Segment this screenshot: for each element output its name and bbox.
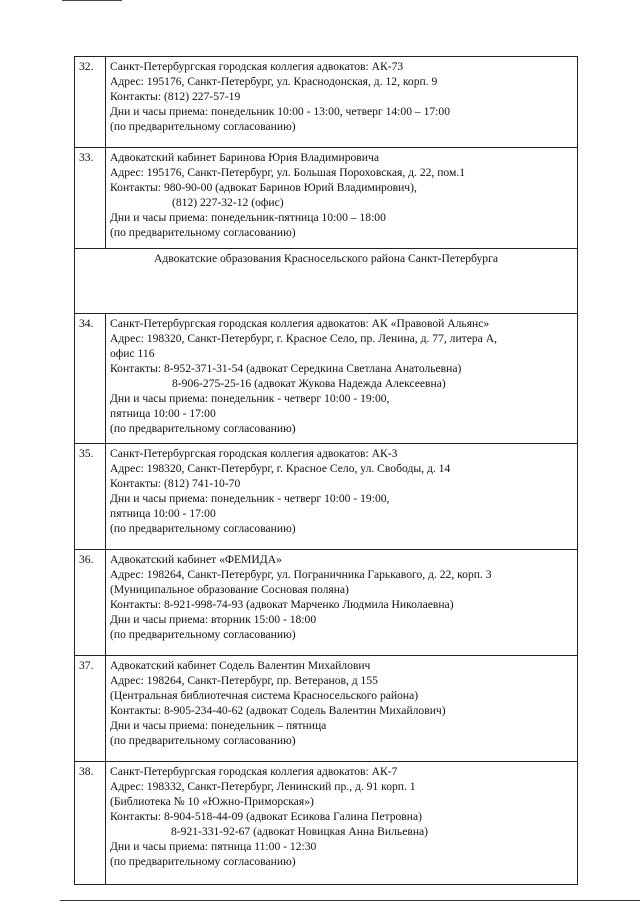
entry-line: Контакты: (812) 741-10-70 <box>110 477 241 490</box>
entry-line: (по предварительному согласованию) <box>110 522 296 535</box>
entry-line: Адрес: 198332, Санкт-Петербург, Ленинский пр., д. 91 корп. 1 <box>110 780 416 793</box>
table-row <box>75 550 578 656</box>
entry-details <box>106 314 578 444</box>
table-row <box>75 444 578 550</box>
entry-number: 34. <box>75 314 106 444</box>
entry-details <box>106 57 578 148</box>
section-title: Адвокатские образования Красносельского района Санкт-Петербурга <box>75 249 578 314</box>
entry-line: Адрес: 198320, Санкт-Петербург, г. Красное Село, пр. Ленина, д. 77, литера А, <box>110 332 497 345</box>
entry-line: Дни и часы приема: вторник 15:00 - 18:00 <box>110 613 317 626</box>
entry-number: 37. <box>75 656 106 762</box>
entry-line: (по предварительному согласованию) <box>110 422 296 435</box>
entry-line: Дни и часы приема: понедельник 10:00 - 13:00, четверг 14:00 – 17:00 <box>110 105 450 118</box>
entry-line: Контакты: 8-952-371-31-54 (адвокат Середкина Светлана Анатольевна) <box>110 362 462 375</box>
entry-line: Санкт-Петербургская городская коллегия адвокатов: АК «Правовой Альянс» <box>110 317 490 330</box>
entry-line: (по предварительному согласованию) <box>110 226 296 239</box>
section-header-row <box>75 249 578 314</box>
entry-line: Адрес: 195176, Санкт-Петербург, ул. Краснодонская, д. 12, корп. 9 <box>110 75 438 88</box>
entry-line: Санкт-Петербургская городская коллегия адвокатов: АК-3 <box>110 447 398 460</box>
entry-details <box>106 444 578 550</box>
entry-line: Дни и часы приема: понедельник - четверг 10:00 - 19:00, <box>110 392 390 405</box>
entry-line: Дни и часы приема: понедельник – пятница <box>110 719 327 732</box>
entry-line: Адрес: 198320, Санкт-Петербург, г. Красное Село, ул. Свободы, д. 14 <box>110 462 451 475</box>
entry-line: 8-921-331-92-67 (адвокат Новицкая Анна Вильевна) <box>171 825 429 838</box>
entry-line: Дни и часы приема: понедельник-пятница 10:00 – 18:00 <box>110 211 386 224</box>
entry-details <box>106 148 578 249</box>
entry-line: (по предварительному согласованию) <box>110 734 296 747</box>
entry-line: 8-906-275-25-16 (адвокат Жукова Надежда Алексеевна) <box>172 377 446 390</box>
entry-line: Дни и часы приема: пятница 11:00 - 12:30 <box>110 840 317 853</box>
entry-line: (по предварительному согласованию) <box>110 120 296 133</box>
entry-line: Санкт-Петербургская городская коллегия адвокатов: АК-7 <box>110 765 398 778</box>
entry-line: Адвокатский кабинет Баринова Юрия Владимировича <box>110 151 379 164</box>
entry-details <box>106 762 578 885</box>
entry-line: (Центральная библиотечная система Красносельского района) <box>110 689 419 702</box>
table-row <box>75 762 578 885</box>
entry-details <box>106 550 578 656</box>
entry-line: пятница 10:00 - 17:00 <box>110 507 216 520</box>
entry-line: Санкт-Петербургская городская коллегия адвокатов: АК-73 <box>110 60 404 73</box>
top-edge-mark <box>62 0 122 1</box>
entry-number: 33. <box>75 148 106 249</box>
entry-line: (Библиотека № 10 «Южно-Приморская») <box>110 795 314 808</box>
table-row <box>75 314 578 444</box>
lawyers-table <box>74 56 578 885</box>
entry-line: Контакты: 8-921-998-74-93 (адвокат Марченко Людмила Николаевна) <box>110 598 454 611</box>
entry-line: (по предварительному согласованию) <box>110 855 296 868</box>
entry-line: (812) 227-32-12 (офис) <box>172 196 284 209</box>
entry-line: Адрес: 195176, Санкт-Петербург, ул. Большая Пороховская, д. 22, пом.1 <box>110 166 466 179</box>
entry-number: 32. <box>75 57 106 148</box>
entry-line: Контакты: (812) 227-57-19 <box>110 90 241 103</box>
entry-details <box>106 656 578 762</box>
entry-line: Контакты: 8-905-234-40-62 (адвокат Содель Валентин Михайлович) <box>110 704 446 717</box>
bottom-edge-line <box>60 900 640 901</box>
entry-line: Контакты: 8-904-518-44-09 (адвокат Есикова Галина Петровна) <box>110 810 422 823</box>
entry-number: 35. <box>75 444 106 550</box>
entry-line: пятница 10:00 - 17:00 <box>110 407 216 420</box>
table-row <box>75 148 578 249</box>
entry-line: Контакты: 980-90-00 (адвокат Баринов Юрий Владимирович), <box>110 181 417 194</box>
entry-line: (по предварительному согласованию) <box>110 628 296 641</box>
entry-number: 36. <box>75 550 106 656</box>
entry-line: Адвокатский кабинет «ФЕМИДА» <box>110 553 282 566</box>
entry-line: Адрес: 198264, Санкт-Петербург, пр. Ветеранов, д 155 <box>110 674 378 687</box>
entry-line: Адрес: 198264, Санкт-Петербург, ул. Пограничника Гарькавого, д. 22, корп. 3 <box>110 568 492 581</box>
entry-line: Адвокатский кабинет Содель Валентин Михайлович <box>110 659 371 672</box>
entry-line: офис 116 <box>110 347 155 360</box>
entry-line: Дни и часы приема: понедельник - четверг 10:00 - 19:00, <box>110 492 390 505</box>
table-row <box>75 57 578 148</box>
table-row <box>75 656 578 762</box>
entry-line: (Муниципальное образование Сосновая поляна) <box>110 583 349 596</box>
entry-number: 38. <box>75 762 106 885</box>
